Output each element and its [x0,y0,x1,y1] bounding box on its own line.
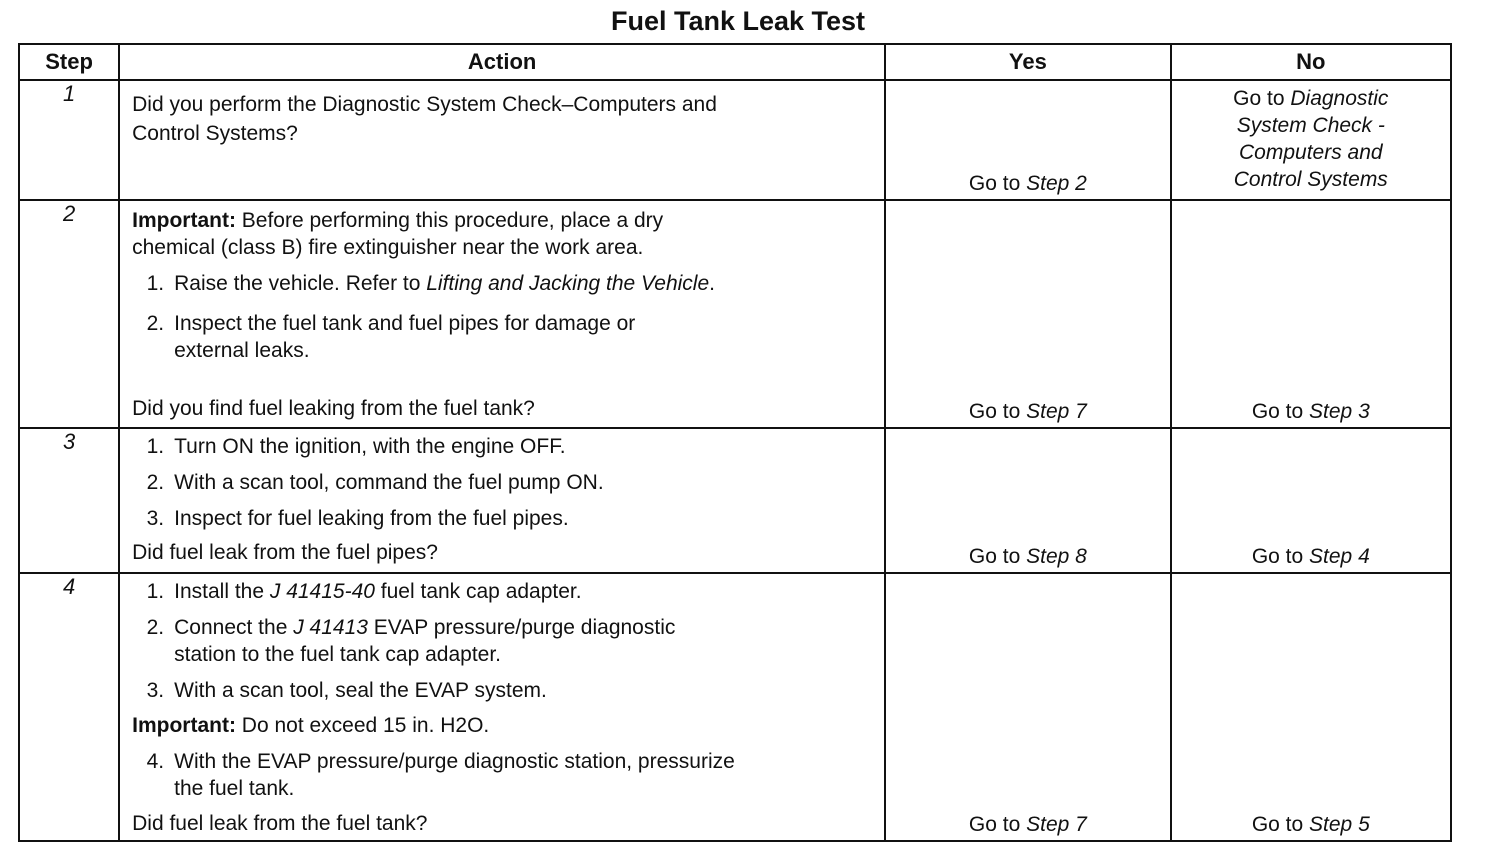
important-note [132,712,489,739]
no-outcome [1172,811,1450,838]
item-number: 2. [146,312,165,335]
no-outcome [1172,543,1450,570]
item-text: EVAP pressure/purge diagnostic [367,616,676,639]
step-reference-link[interactable]: Step 3 [1309,400,1370,423]
yes-outcome [886,398,1169,425]
action-line: Did you perform the Diagnostic System Check–Computers and [132,93,717,116]
action-list-item [132,310,635,337]
goto-text: Go to [968,545,1027,568]
yes-outcome [886,811,1169,838]
no-cell [1171,200,1451,428]
action-list-item [132,614,675,641]
item-number: 2. [146,471,165,494]
item-text: Turn ON the ignition, with the engine OFF. [174,435,566,458]
important-note-line: chemical (class B) fire extinguisher near the work area. [132,236,644,259]
yes-outcome [886,543,1169,570]
important-label: Important: [132,714,236,737]
action-list-item [132,677,547,704]
item-text: the fuel tank. [174,777,295,800]
item-number: 3. [146,507,165,530]
no-outcome [1172,85,1450,193]
action-list-item [132,433,565,460]
step-reference-link[interactable]: Step 7 [1026,813,1087,836]
yes-cell [885,573,1170,841]
action-cell [119,573,885,841]
action-list-item [132,270,715,297]
item-text: Inspect for fuel leaking from the fuel pipes. [174,507,569,530]
tool-reference: J 41413 [293,616,368,639]
goto-text: Go to [968,813,1027,836]
item-text: With a scan tool, seal the EVAP system. [174,679,547,702]
yes-outcome [886,170,1169,197]
important-text: Do not exceed 15 in. H2O. [235,714,490,737]
item-number: 1. [146,580,165,603]
procedure-reference-link[interactable]: Diagnostic [1290,87,1389,110]
goto-text: Go to [968,400,1027,423]
item-number: 4. [146,750,165,773]
action-cell [119,200,885,428]
action-list-item-cont [132,641,501,668]
step-number: 3 [19,428,119,573]
item-text: Inspect the fuel tank and fuel pipes for damage or [174,312,636,335]
procedure-reference-line[interactable]: System Check - [1236,114,1385,137]
step-reference-link[interactable]: Step 4 [1309,545,1370,568]
procedure-reference-line[interactable]: Control Systems [1233,168,1388,191]
item-text: . [709,272,715,295]
goto-text: Go to [1251,813,1310,836]
goto-text: Go to [1251,545,1310,568]
header-yes: Yes [885,44,1170,80]
action-list-item-cont [132,337,309,364]
action-list-item [132,748,735,775]
important-label: Important: [132,209,236,232]
no-cell [1171,80,1451,200]
action-line: Control Systems? [132,122,298,145]
action-question: Did you find fuel leaking from the fuel tank? [132,397,535,420]
action-list-item-cont [132,775,294,802]
diagnostic-table [18,43,1452,842]
action-list-item [132,505,569,532]
step-reference-link[interactable]: Step 5 [1309,813,1370,836]
item-text: Install the [174,580,270,603]
action-cell [119,428,885,573]
table-row-step-4 [19,573,1451,841]
important-text: Before performing this procedure, place a dry [235,209,664,232]
item-number: 2. [146,616,165,639]
item-text: With the EVAP pressure/purge diagnostic station, pressurize [174,750,735,773]
page-title: Fuel Tank Leak Test [610,6,866,36]
action-cell [119,80,885,200]
item-text: station to the fuel tank cap adapter. [174,643,502,666]
no-cell [1171,573,1451,841]
item-text: Connect the [174,616,294,639]
table-row-step-3 [19,428,1451,573]
header-step: Step [19,44,119,80]
item-number: 1. [146,272,165,295]
item-text: external leaks. [174,339,310,362]
action-list-item [132,469,604,496]
no-cell [1171,428,1451,573]
header-no: No [1171,44,1451,80]
goto-text: Go to [968,172,1027,195]
step-reference-link[interactable]: Step 2 [1026,172,1087,195]
goto-text: Go to [1233,87,1291,110]
procedure-reference-line[interactable]: Computers and [1239,141,1383,164]
action-list-item [132,578,581,605]
header-action: Action [119,44,885,80]
step-reference-link[interactable]: Step 8 [1026,545,1087,568]
step-reference-link[interactable]: Step 7 [1026,400,1087,423]
step-number: 4 [19,573,119,841]
table-row-step-2 [19,200,1451,428]
action-question: Did fuel leak from the fuel pipes? [132,541,438,564]
step-number: 1 [19,80,119,200]
yes-cell [885,428,1170,573]
goto-text: Go to [1251,400,1310,423]
no-outcome [1172,398,1450,425]
step-number: 2 [19,200,119,428]
yes-cell [885,200,1170,428]
header-row [19,44,1451,80]
yes-cell [885,80,1170,200]
item-text: fuel tank cap adapter. [374,580,582,603]
item-number: 3. [146,679,165,702]
item-text: Raise the vehicle. Refer to [174,272,427,295]
procedure-reference-link[interactable]: Lifting and Jacking the Vehicle [426,272,710,295]
item-text: With a scan tool, command the fuel pump ON. [174,471,604,494]
important-note [132,207,663,234]
item-number: 1. [146,435,165,458]
table-row-step-1 [19,80,1451,200]
tool-reference: J 41415-40 [269,580,375,603]
action-question: Did fuel leak from the fuel tank? [132,812,428,835]
